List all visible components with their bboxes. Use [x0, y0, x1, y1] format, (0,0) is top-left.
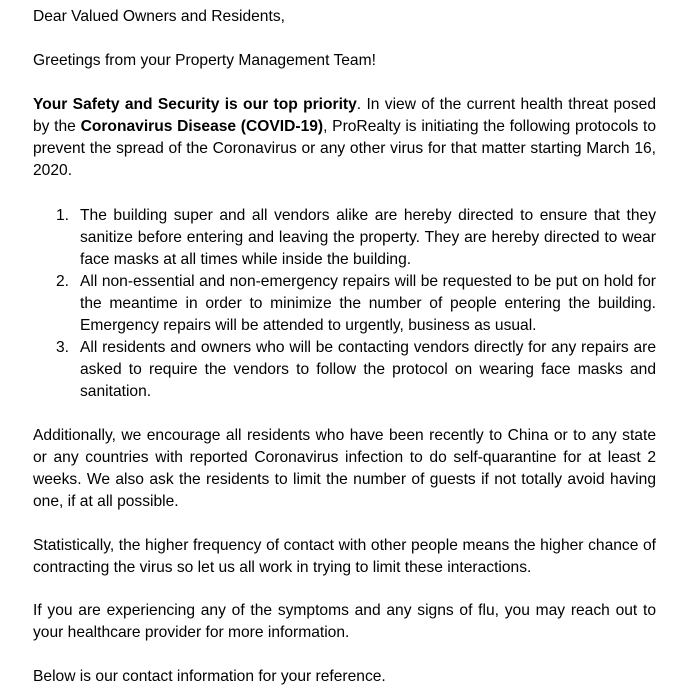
intro-text-b: , ProRealty is initiating the following protocols to prevent the spread of the Coronavirus or any other virus for that matter starting March 16, 2020. [33, 118, 657, 179]
intro-bold-disease: Coronavirus Disease (COVID-19) [80, 118, 324, 135]
protocol-list [33, 205, 656, 403]
greeting: Greetings from your Property Management Team! [33, 52, 376, 69]
protocol-number: 3. [56, 339, 70, 356]
intro-bold-lead: Your Safety and Security is our top priority [33, 96, 357, 113]
statistics-paragraph: Statistically, the higher frequency of contact with other people means the higher chance of contracting the virus so let us all work in trying to limit these interactions. [33, 537, 656, 576]
protocol-text: The building super and all vendors alike are hereby directed to ensure that they sanitize before entering and leaving the property. They are hereby directed to wear face masks at all times while inside the building. [80, 207, 656, 268]
protocol-number: 2. [56, 273, 70, 290]
protocol-text: All non-essential and non-emergency repairs will be requested to be put on hold for the meantime in order to minimize the number of people entering the building. Emergency repairs will be attended to urgently, business as usual. [80, 273, 656, 334]
protocol-text: All residents and owners who will be contacting vendors directly for any repairs are asked to require the vendors to follow the protocol on wearing face masks and sanitation. [80, 339, 656, 400]
protocol-item [33, 205, 656, 271]
additional-paragraph: Additionally, we encourage all residents who have been recently to China or to any state or any countries with reported Coronavirus infection to do self-quarantine for at least 2 weeks. We also ask the residents to limit the number of guests if not totally avoid having one, if at all possible. [33, 427, 656, 510]
salutation: Dear Valued Owners and Residents, [33, 8, 285, 25]
intro-text-a: . In view of the current health threat posed by the [33, 96, 656, 135]
intro-paragraph [33, 94, 656, 182]
protocol-item [33, 271, 656, 337]
protocol-number: 1. [56, 207, 70, 224]
symptoms-paragraph: If you are experiencing any of the symptoms and any signs of flu, you may reach out to your healthcare provider for more information. [33, 602, 656, 641]
protocol-item [33, 337, 656, 403]
contact-intro: Below is our contact information for your reference. [33, 668, 386, 685]
